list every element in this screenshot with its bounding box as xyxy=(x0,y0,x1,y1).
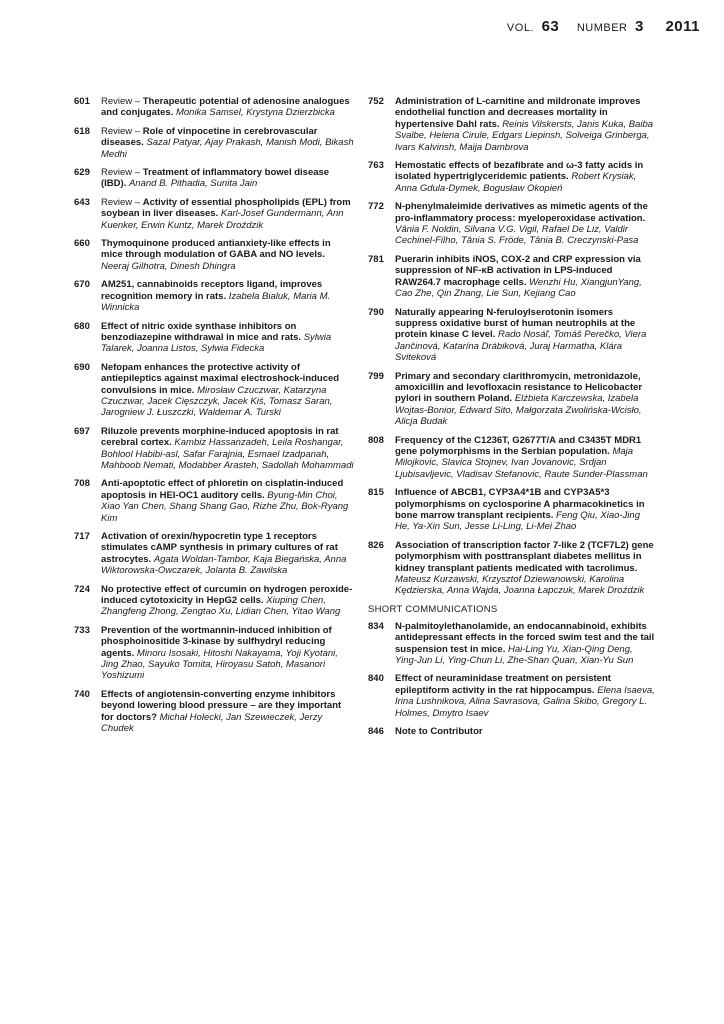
page-number: 643 xyxy=(74,196,90,208)
article-title: Nefopam enhances the protective activity of antiepileptics against maximal electroshock-induced convulsions in mice. xyxy=(101,361,340,396)
article-authors: Sazal Patyar, Ajay Prakash, Manish Modi, Bikash Medhi xyxy=(101,137,354,160)
article-authors: Michał Holecki, Jan Szewieczek, Jerzy Chudek xyxy=(101,711,323,735)
article-authors: Vânia F. Noldin, Silvana V.G. Vigil, Rafael De Liz, Valdir Cechinel-Filho, Tânia S. Fröde, Tânia B. Creczynski-Pasa xyxy=(395,224,639,247)
page-number: 680 xyxy=(74,320,90,332)
page-number: 697 xyxy=(74,425,90,437)
page-number: 629 xyxy=(74,167,90,179)
article-entry[interactable] xyxy=(368,540,656,597)
article-authors: Sylwia Talarek, Joanna Listos, Sylwia Fidecka xyxy=(101,331,332,355)
article-entry[interactable] xyxy=(368,307,656,364)
page-number: 752 xyxy=(368,96,384,107)
article-entry[interactable] xyxy=(368,435,656,481)
article-entry[interactable] xyxy=(368,726,656,737)
article-entry[interactable] xyxy=(74,279,354,313)
article-authors: Hai-Ling Yu, Xian-Qing Deng, Ying-Jun Li, Ying-Chun Li, Zhe-Shan Quan, Xian-Yu Sun xyxy=(395,643,634,667)
article-entry[interactable] xyxy=(368,673,656,719)
article-title: AM251, cannabinoids receptors ligand, improves recognition memory in rats. xyxy=(101,279,323,302)
article-type: Review – xyxy=(101,96,143,107)
article-authors: Reinis Vilskersts, Janis Kuka, Baiba Svalbe, Helena Cirule, Edgars Liepinsh, Solveiga Grinberga, Ivars Kalvinsh, Maija Dambrova xyxy=(395,118,654,153)
article-entry[interactable] xyxy=(74,96,354,119)
page-number: 840 xyxy=(368,673,384,685)
article-entry[interactable] xyxy=(368,96,656,153)
article-authors: Monika Samsel, Krystyna Dzierzbicka xyxy=(175,107,335,119)
page-number: 826 xyxy=(368,539,384,551)
article-authors: Agata Woldan-Tambor, Kaja Biegańska, Anna Wiktorowska-Owczarek, Jolanta B. Zawilska xyxy=(101,553,347,577)
article-title: Influence of ABCB1, CYP3A4*1B and CYP3A5*3 polymorphisms on cyclosporine A pharmacokinetics in bone marrow transplant recipients. xyxy=(395,487,645,521)
article-entry[interactable] xyxy=(74,531,354,577)
short-communications-heading: SHORT COMMUNICATIONS xyxy=(368,603,498,615)
page-number: 660 xyxy=(74,238,90,250)
page-number: 763 xyxy=(368,160,384,172)
article-authors: Feng Qiu, Xiao-Jing He, Ya-Xin Sun, Jesse Li-Ling, Li-Mei Zhao xyxy=(395,510,640,533)
article-entry[interactable] xyxy=(368,254,656,300)
article-entry[interactable] xyxy=(74,197,354,231)
article-authors: Mirosław Czuczwar, Katarzyna Czuczwar, Jacek Cięszczyk, Jacek Kiś, Tomasz Saran, Jarogniew J. Łuszczki, Waldemar A. Turski xyxy=(101,384,333,419)
contents-column-left xyxy=(74,96,354,742)
article-authors: Mateusz Kurzawski, Krzysztof Dziewanowski, Karolina Kędzierska, Anna Wajda, Joanna Łapczuk, Marek Droździk xyxy=(395,574,645,597)
article-entry[interactable] xyxy=(74,689,354,735)
page-number: 772 xyxy=(368,201,384,213)
article-entry[interactable] xyxy=(74,625,354,682)
article-title: Riluzole prevents morphine-induced apoptosis in rat cerebral cortex. xyxy=(101,425,339,449)
page-number: 815 xyxy=(368,487,384,499)
article-entry[interactable] xyxy=(74,238,354,272)
page-number: 834 xyxy=(368,620,384,632)
article-title: Therapeutic potential of adenosine analogues and conjugates. xyxy=(101,96,350,119)
page-number: 808 xyxy=(368,434,384,446)
page-number: 781 xyxy=(368,253,384,265)
article-type: Review – xyxy=(101,167,143,179)
page-number: 601 xyxy=(74,96,90,107)
article-authors: Maja Milojkovic, Slavica Stojnev, Ivan Jovanovic, Srdjan Ljubisavljevic, Vladisav Stefanovic, Raute Sunder-Plassman xyxy=(395,445,648,480)
article-entry[interactable] xyxy=(74,167,354,190)
article-authors: Elżbieta Karczewska, Izabela Wojtas-Bonior, Edward Sito, Małgorzata Zwolińska-Wcisło, Alicja Budak xyxy=(395,393,642,428)
article-authors: Anand B. Pithadia, Sunita Jain xyxy=(128,178,258,190)
article-entry[interactable] xyxy=(74,426,354,472)
article-title: Primary and secondary clarithromycin, metronidazole, amoxicillin and levofloxacin resistance to Helicobacter pylori in southern Poland. xyxy=(395,370,643,405)
page-number: 790 xyxy=(368,306,384,318)
article-entry[interactable] xyxy=(368,371,656,428)
article-title: Frequency of the C1236T, G2677T/A and C3435T MDR1 gene polymorphisms in the Serbian population. xyxy=(395,434,642,457)
article-authors: Neeraj Gilhotra, Dinesh Dhingra xyxy=(101,260,236,272)
article-authors: Kambiz Hassanzadeh, Leila Roshangar, Bohlool Habibi-asl, Safar Farajnia, Esmael Izadpanah, Mahboob Nemati, Modabber Arasteh, Sadollah Mohammadi xyxy=(101,437,354,471)
article-entry[interactable] xyxy=(368,160,656,194)
article-type: Review – xyxy=(101,125,143,137)
article-entry[interactable] xyxy=(74,321,354,355)
article-title: N-phenylmaleimide derivatives as mimetic agents of the pro-inflammatory process: myeloperoxidase activation. xyxy=(395,201,648,224)
article-title: Prevention of the wortmannin-induced inhibition of phosphoinositide 3-kinase by sulfhydryl reducing agents. xyxy=(101,624,332,659)
page-number: 724 xyxy=(74,583,90,595)
issue-year: 2011 xyxy=(665,18,700,35)
article-title: Effect of neuraminidase treatment on persistent epileptiform activity in the rat hippocampus. xyxy=(395,673,611,696)
article-title: Activation of orexin/hypocretin type 1 receptors stimulates cAMP synthesis in primary cultures of rat astrocytes. xyxy=(101,531,338,565)
page-number: 690 xyxy=(74,361,90,373)
page-number: 670 xyxy=(74,279,90,291)
article-authors: Minoru Isosaki, Hitoshi Nakayama, Yoji Kyotani, Jing Zhao, Sayuko Tomita, Hiroyasu Satoh, Masanori Yoshizumi xyxy=(101,647,338,682)
article-entry[interactable] xyxy=(368,487,656,533)
article-entry[interactable] xyxy=(74,478,354,524)
article-authors: Izabela Bialuk, Maria M. Winnicka xyxy=(101,290,331,314)
article-title: Note to Contributor xyxy=(395,726,483,738)
page-number: 618 xyxy=(74,125,90,137)
article-authors: Elena Isaeva, Irina Lushnikova, Alina Savrasova, Galina Skibo, Gregory L. Holmes, Dmytro Isaev xyxy=(395,684,655,719)
article-title: Treatment of inflammatory bowel disease (IBD). xyxy=(101,167,330,190)
article-title: Association of transcription factor 7-like 2 (TCF7L2) gene polymorphism with posttransplant diabetes mellitus in kidney transplant patients medicated with tacrolimus. xyxy=(395,539,654,574)
article-entry[interactable] xyxy=(74,126,354,160)
page-number: 708 xyxy=(74,478,90,490)
article-type: Review – xyxy=(101,196,143,208)
article-title: Administration of L-carnitine and mildronate improves endothelial function and decreases mortality in hypertensive Dahl rats. xyxy=(395,96,641,130)
article-title: Thymoquinone produced antianxiety-like effects in mice through modulation of GABA and NO levels. xyxy=(101,238,331,261)
article-entry[interactable] xyxy=(74,584,354,618)
contents-column-right xyxy=(368,96,656,745)
article-title: Effect of nitric oxide synthase inhibitors on benzodiazepine withdrawal in mice and rats. xyxy=(101,320,302,343)
article-title: Activity of essential phospholipids (EPL) from soybean in liver diseases. xyxy=(101,196,351,220)
article-title: No protective effect of curcumin on hydrogen peroxide-induced cytotoxicity in HepG2 cells. xyxy=(101,583,353,607)
article-title: Role of vinpocetine in cerebrovascular diseases. xyxy=(101,125,318,149)
page-number: 846 xyxy=(368,726,384,738)
page-number: 799 xyxy=(368,370,384,382)
article-authors: Wenzhi Hu, XiangjunYang, Cao Zhe, Qin Zhang, Lie Sun, Kejiang Cao xyxy=(395,276,642,300)
article-authors: Byung-Min Choi, Xiao Yan Chen, Shang Shang Gao, Rizhe Zhu, Bok-Ryang Kim xyxy=(101,489,349,524)
issue-number: 3 xyxy=(635,18,644,35)
article-authors: Karl-Josef Gundermann, Ann Kuenker, Erwin Kuntz, Marek Droździk xyxy=(101,208,344,231)
number-label: NUMBER xyxy=(576,22,628,34)
article-entry[interactable] xyxy=(368,201,656,247)
article-title: Hemostatic effects of bezafibrate and ω-3 fatty acids in isolated hypertriglyceridemic patients. xyxy=(395,160,644,183)
volume-number: 63 xyxy=(541,18,560,35)
page-number: 733 xyxy=(74,624,90,636)
article-authors: Xiuping Chen, Zhangfeng Zhong, Zengtao Xu, Lidian Chen, Yitao Wang xyxy=(101,595,341,618)
issue-header xyxy=(507,18,700,35)
article-title: Puerarin inhibits iNOS, COX-2 and CRP expression via suppression of NF-κB activation in LPS-induced RAW264.7 macrophage cells. xyxy=(395,253,641,288)
article-authors: Rado Nosáľ, Tomáš Perečko, Viera Jančinová, Katarína Drábiková, Juraj Harmatha, Klára Sviteková xyxy=(395,329,647,364)
article-title: N-palmitoylethanolamide, an endocannabinoid, exhibits antidepressant effects in the forced swim test and the tail suspension test in mice. xyxy=(395,620,655,655)
page-number: 717 xyxy=(74,531,90,542)
page-number: 740 xyxy=(74,688,90,700)
article-entry[interactable] xyxy=(74,362,354,419)
article-title: Naturally appearing N-feruloylserotonin isomers suppress oxidative burst of human neutrophils at the protein kinase C level. xyxy=(395,306,636,341)
article-title: Anti-apoptotic effect of phloretin on cisplatin-induced apoptosis in HEI-OC1 auditory cells. xyxy=(101,478,344,501)
article-title: Effects of angiotensin-converting enzyme inhibitors beyond lowering blood pressure – are they important for doctors? xyxy=(101,688,342,723)
article-entry[interactable] xyxy=(368,621,656,667)
article-authors: Robert Krysiak, Anna Gdula-Dymek, Bogusław Okopień xyxy=(395,171,637,194)
volume-label: VOL. xyxy=(506,22,534,34)
